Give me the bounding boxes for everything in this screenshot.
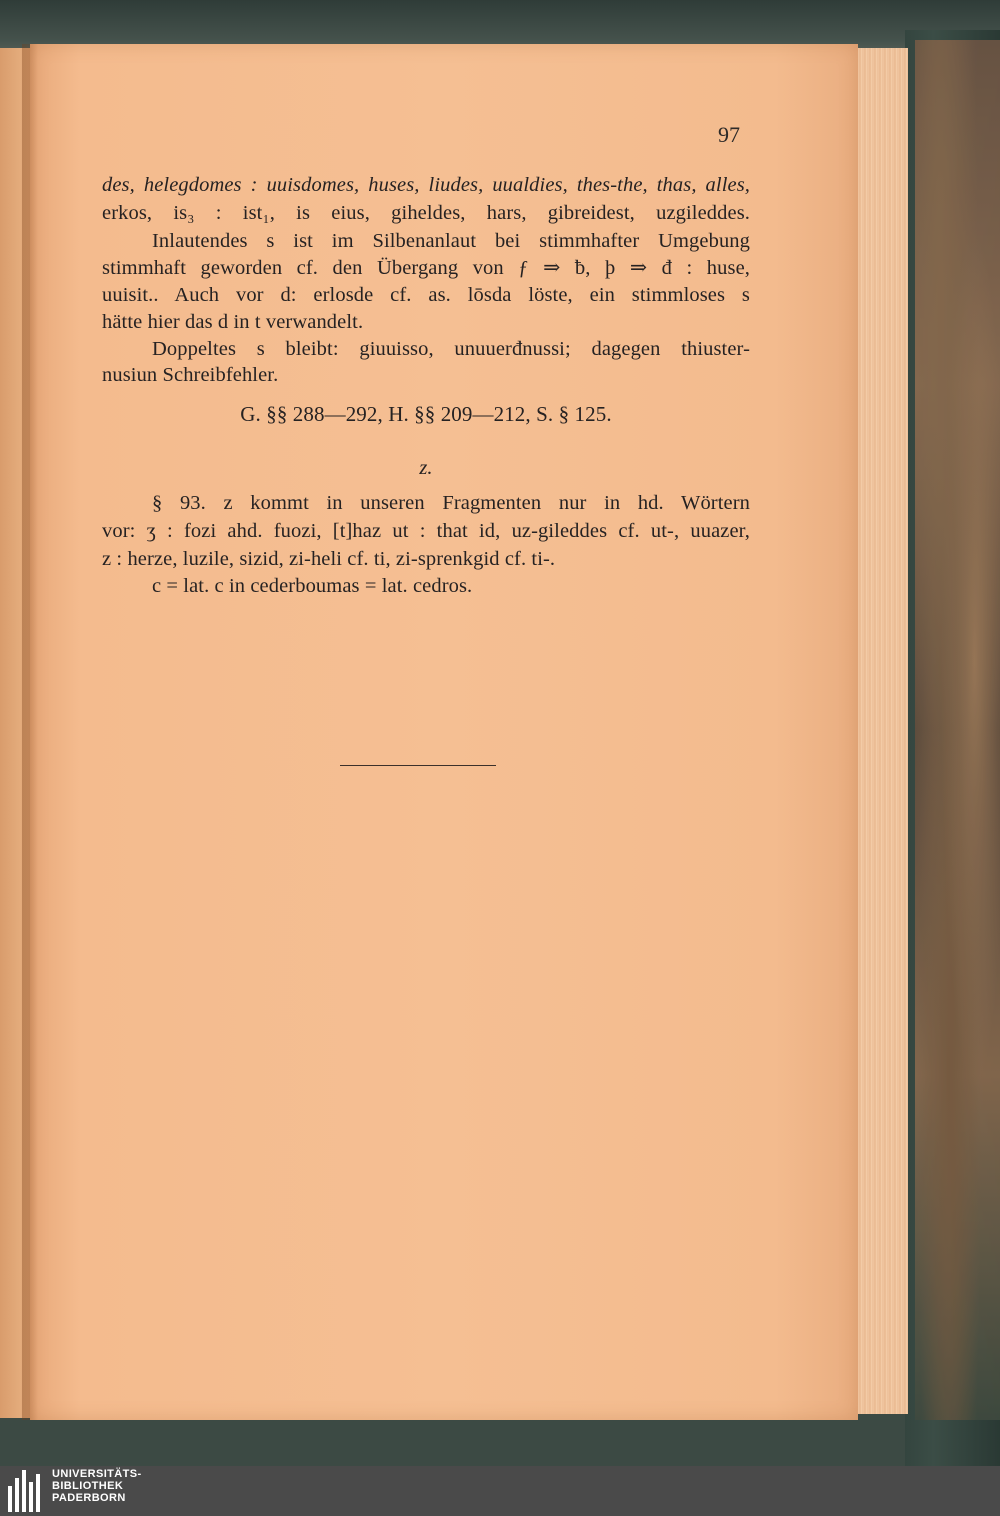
library-name-line-1: UNIVERSITÄTS- xyxy=(52,1468,142,1480)
library-footer xyxy=(0,1466,1000,1516)
text-line-11: z : herze, luzile, sizid, zi-heli cf. ti, zi-sprenkgid cf. ti-. xyxy=(102,548,556,570)
text-line-8: nusiun Schreibfehler. xyxy=(102,364,279,386)
page-gutter xyxy=(22,44,38,1420)
library-name-line-2: BIBLIOTHEK xyxy=(52,1480,124,1492)
marbled-endpaper xyxy=(915,40,1000,1420)
text-line-4: stimmhaft geworden cf. den Übergang von ƒ ⇒ ƀ, þ ⇒ đ : huse, xyxy=(102,257,750,279)
text-line-1: des, helegdomes : uuisdomes, huses, liudes, uualdies, thes-the, thas, alles, xyxy=(102,174,750,196)
library-logo-icon xyxy=(8,1470,44,1512)
text-line-6: hätte hier das d in t verwandelt. xyxy=(102,311,364,333)
reference-line: G. §§ 288—292, H. §§ 209—212, S. § 125. xyxy=(240,402,612,426)
text-line-2: erkos, is₃ : ist₁, is eius, giheldes, hars, gibreidest, uzgileddes. xyxy=(102,202,750,224)
text-line-5: uuisit.. Auch vor d: erlosde cf. as. lōsda löste, ein stimmloses s xyxy=(102,284,750,306)
text-line-7: Doppeltes s bleibt: giuuisso, unuuerđnussi; dagegen thiuster- xyxy=(152,338,750,360)
text-line-9: § 93. z kommt in unseren Fragmenten nur in hd. Wörtern xyxy=(152,492,750,514)
section-heading: z. xyxy=(419,457,433,479)
end-rule xyxy=(340,765,496,766)
text-line-3: Inlautendes s ist im Silbenanlaut bei stimmhafter Umgebung xyxy=(152,230,750,252)
library-name-line-3: PADERBORN xyxy=(52,1492,126,1504)
page-number: 97 xyxy=(718,122,740,147)
text-line-12: c = lat. c in cederboumas = lat. cedros. xyxy=(152,575,473,597)
text-line-10: vor: ʒ : fozi ahd. fuozi, [t]haz ut : that id, uz-gileddes cf. ut-, uuazer, xyxy=(102,520,750,542)
